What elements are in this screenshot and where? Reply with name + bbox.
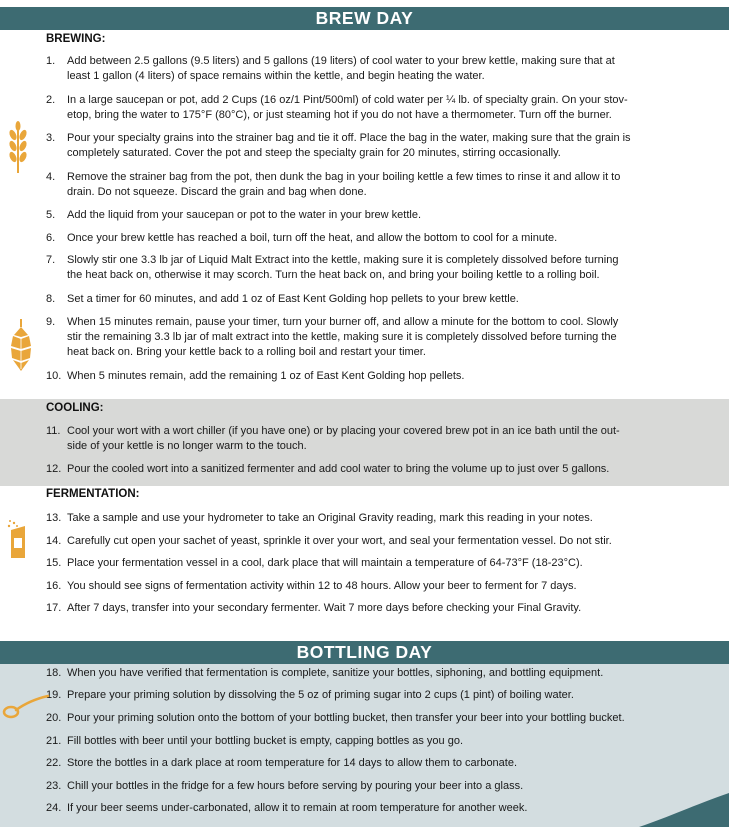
corner-wave-decoration xyxy=(639,787,729,827)
step-text-line: After 7 days, transfer into your secondary fermenter. Wait 7 more days before checking your Final Gravity. xyxy=(67,602,582,614)
step-text-line: heat back on. Bring your kettle back to a rolling boil and restart your timer. xyxy=(67,346,426,358)
step-number: 5. xyxy=(46,209,56,221)
step-text-line: If your beer seems under-carbonated, allow it to remain at room temperature for another week. xyxy=(67,802,528,814)
step-number: 22. xyxy=(46,757,62,769)
step-text-line: least 1 gallon (4 liters) of space remains within the kettle, and begin heating the water. xyxy=(67,70,485,82)
step-text xyxy=(67,511,687,526)
step-text-line: drain. Do not squeeze. Discard the grain and bag when done. xyxy=(67,186,367,198)
step-text xyxy=(67,315,687,360)
step-number: 19. xyxy=(46,689,62,701)
step-text-line: the heat back on, otherwise it may scorch. Turn the heat back on, and bring your boiling kettle to a rolling boil. xyxy=(67,269,600,281)
yeast-packet-icon xyxy=(6,520,30,560)
step-text-line: Pour your priming solution onto the bottom of your bottling bucket, then transfer your beer into your bottling bucket. xyxy=(67,712,625,724)
step-number: 24. xyxy=(46,802,62,814)
step-text-line: Remove the strainer bag from the pot, then dunk the bag in your boiling kettle a few times to rinse it and allow it to xyxy=(67,171,621,183)
step-text xyxy=(67,424,687,454)
step-number: 10. xyxy=(46,370,62,382)
hop-icon xyxy=(6,319,36,371)
step-text xyxy=(67,292,687,307)
fermentation-heading: FERMENTATION: xyxy=(46,488,140,500)
step-number: 14. xyxy=(46,535,62,547)
step-number: 21. xyxy=(46,735,62,747)
step-number: 17. xyxy=(46,602,62,614)
step-number: 20. xyxy=(46,712,62,724)
step-text xyxy=(67,734,687,749)
step-text-line: When 5 minutes remain, add the remaining 1 oz of East Kent Golding hop pellets. xyxy=(67,370,465,382)
step-text xyxy=(67,208,687,223)
bottling-day-banner xyxy=(0,641,729,664)
step-text-line: Chill your bottles in the fridge for a few hours before serving by pouring your beer into a glass. xyxy=(67,780,524,792)
step-text xyxy=(67,801,687,816)
brewing-heading: BREWING: xyxy=(46,33,106,45)
step-number: 3. xyxy=(46,132,56,144)
step-number: 12. xyxy=(46,463,62,475)
step-text-line: Add the liquid from your saucepan or pot to the water in your brew kettle. xyxy=(67,209,422,221)
step-text-line: In a large saucepan or pot, add 2 Cups (16 oz/1 Pint/500ml) of cold water per ¼ lb. of specialty grain. On your stov- xyxy=(67,94,628,106)
step-text xyxy=(67,711,687,726)
step-text xyxy=(67,601,687,616)
step-text xyxy=(67,131,687,161)
cooling-heading: COOLING: xyxy=(46,402,104,414)
spoon-icon xyxy=(2,690,50,720)
step-number: 23. xyxy=(46,780,62,792)
step-text xyxy=(67,556,687,571)
step-text-line: When you have verified that fermentation is complete, sanitize your bottles, siphoning, and bottling equipment. xyxy=(67,667,604,679)
step-text xyxy=(67,756,687,771)
step-number: 13. xyxy=(46,512,62,524)
step-text-line: side of your kettle is no longer warm to the touch. xyxy=(67,440,307,452)
step-text-line: Pour your specialty grains into the strainer bag and tie it off. Place the bag in the water, making sure that the grain is xyxy=(67,132,631,144)
step-number: 7. xyxy=(46,254,56,266)
step-text-line: Fill bottles with beer until your bottling bucket is empty, capping bottles as you go. xyxy=(67,735,464,747)
step-text-line: Slowly stir one 3.3 lb jar of Liquid Malt Extract into the kettle, making sure it is completely dissolved before turning xyxy=(67,254,619,266)
step-text-line: Carefully cut open your sachet of yeast, sprinkle it over your wort, and seal your fermentation vessel. Do not stir. xyxy=(67,535,612,547)
step-text-line: etop, bring the water to 175°F (80°C), or just steaming hot if you do not have a thermometer. Turn off the burner. xyxy=(67,109,612,121)
brew-day-title: BREW DAY xyxy=(315,8,414,28)
step-text xyxy=(67,579,687,594)
step-number: 8. xyxy=(46,293,56,305)
step-text-line: Cool your wort with a wort chiller (if you have one) or by placing your covered brew pot in an ice bath until the out- xyxy=(67,425,620,437)
step-text-line: Once your brew kettle has reached a boil, turn off the heat, and allow the bottom to cool for a minute. xyxy=(67,232,558,244)
step-text-line: You should see signs of fermentation activity within 12 to 48 hours. Allow your beer to ferment for 7 days. xyxy=(67,580,577,592)
step-text-line: completely saturated. Cover the pot and steep the specialty grain for 20 minutes, stirring occasionally. xyxy=(67,147,561,159)
step-text xyxy=(67,253,687,283)
step-number: 2. xyxy=(46,94,56,106)
step-number: 18. xyxy=(46,667,62,679)
step-text-line: Place your fermentation vessel in a cool, dark place that will maintain a temperature of 64-73°F (18-23°C). xyxy=(67,557,583,569)
step-number: 15. xyxy=(46,557,62,569)
brew-day-banner xyxy=(0,7,729,30)
step-text xyxy=(67,369,687,384)
step-text xyxy=(67,54,687,84)
step-number: 6. xyxy=(46,232,56,244)
step-number: 1. xyxy=(46,55,56,67)
step-text xyxy=(67,170,687,200)
step-text-line: When 15 minutes remain, pause your timer, turn your burner off, and allow a minute for the bottom to cool. Slowly xyxy=(67,316,619,328)
step-text xyxy=(67,231,687,246)
step-text-line: Set a timer for 60 minutes, and add 1 oz of East Kent Golding hop pellets to your brew kettle. xyxy=(67,293,519,305)
step-text xyxy=(67,688,687,703)
step-text xyxy=(67,534,687,549)
step-text xyxy=(67,93,687,123)
step-number: 9. xyxy=(46,316,56,328)
step-text-line: Store the bottles in a dark place at room temperature for 14 days to allow them to carbonate. xyxy=(67,757,518,769)
wheat-icon xyxy=(7,121,29,173)
step-text-line: stir the remaining 3.3 lb jar of malt extract into the kettle, making sure it is completely dissolved before turning the xyxy=(67,331,617,343)
step-number: 16. xyxy=(46,580,62,592)
step-number: 11. xyxy=(46,425,61,437)
step-text-line: Take a sample and use your hydrometer to take an Original Gravity reading, mark this reading in your notes. xyxy=(67,512,593,524)
step-text-line: Pour the cooled wort into a sanitized fermenter and add cool water to bring the volume up to just over 5 gallons. xyxy=(67,463,610,475)
step-text xyxy=(67,666,687,681)
step-number: 4. xyxy=(46,171,56,183)
step-text xyxy=(67,779,687,794)
step-text-line: Add between 2.5 gallons (9.5 liters) and 5 gallons (19 liters) of cool water to your brew kettle, making sure that at xyxy=(67,55,615,67)
step-text-line: Prepare your priming solution by dissolving the 5 oz of priming sugar into 2 cups (1 pint) of boiling water. xyxy=(67,689,574,701)
bottling-day-title: BOTTLING DAY xyxy=(296,642,433,662)
step-text xyxy=(67,462,687,477)
